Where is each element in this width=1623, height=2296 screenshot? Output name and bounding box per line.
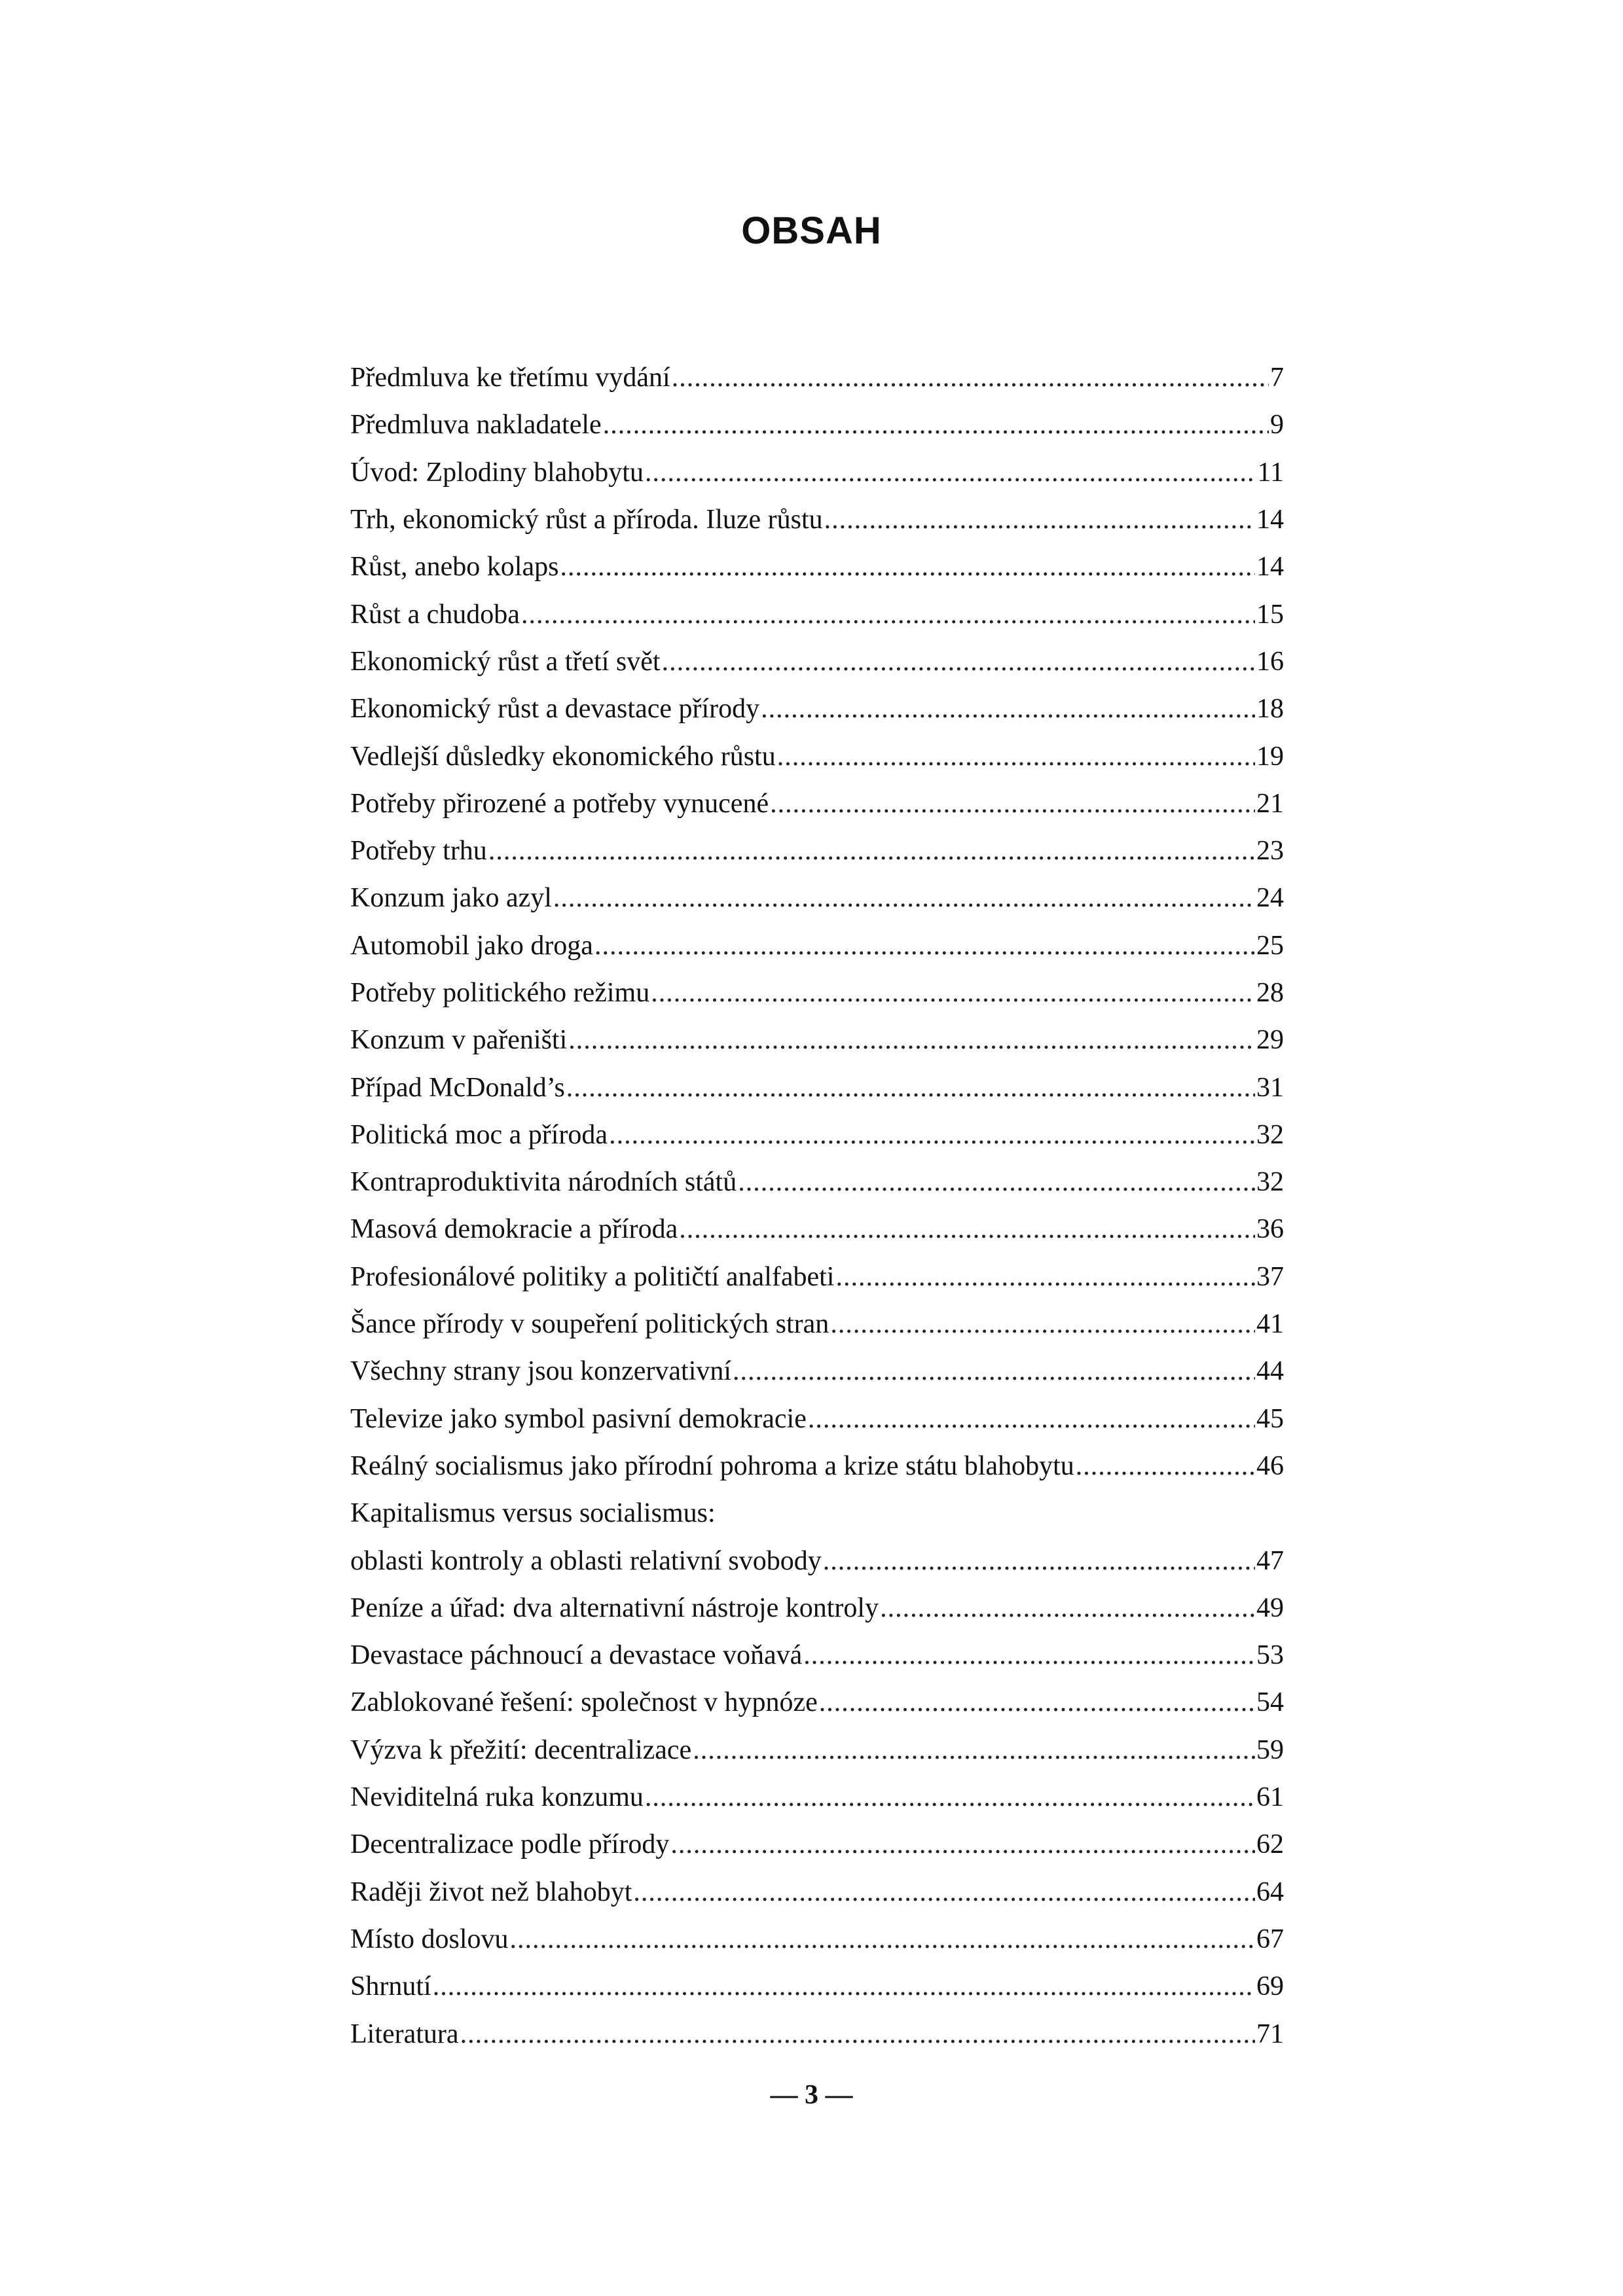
toc-dot-leader: [770, 787, 1255, 820]
toc-entry-page: 59: [1256, 1734, 1284, 1765]
toc-entry[interactable]: [350, 732, 1284, 780]
toc-entry-page: 23: [1256, 836, 1284, 867]
toc-entry[interactable]: [350, 1916, 1284, 1963]
toc-entry[interactable]: [350, 1537, 1284, 1584]
toc-entry[interactable]: [350, 1585, 1284, 1632]
toc-entry-title: Politická moc a příroda: [350, 1119, 608, 1150]
toc-entry[interactable]: [350, 874, 1284, 922]
toc-entry[interactable]: [350, 2010, 1284, 2057]
page-number: — 3 —: [770, 2080, 853, 2110]
toc-entry-title: Ekonomický růst a třetí svět: [350, 646, 661, 677]
toc-entry[interactable]: [350, 922, 1284, 969]
toc-entry[interactable]: [350, 685, 1284, 732]
toc-entry-page: 44: [1256, 1356, 1284, 1387]
toc-entry-page: 16: [1256, 646, 1284, 677]
toc-dot-leader: [761, 692, 1255, 725]
toc-entry-title: Místo doslovu: [350, 1924, 509, 1954]
toc-entry-page: 21: [1256, 788, 1284, 819]
toc-entry-title: Potřeby politického režimu: [350, 978, 650, 1008]
toc-entry[interactable]: [350, 969, 1284, 1016]
toc-entry[interactable]: [350, 1679, 1284, 1726]
toc-dot-leader: [566, 1071, 1255, 1104]
toc-dot-leader: [510, 1923, 1255, 1956]
toc-entry[interactable]: [350, 449, 1284, 496]
toc-entry[interactable]: [350, 1632, 1284, 1679]
toc-entry-page: 53: [1256, 1640, 1284, 1671]
toc-entry-page: 14: [1256, 505, 1284, 535]
toc-entry-title: Profesionálové politiky a političtí analfabeti: [350, 1261, 835, 1292]
toc-entry-page: 32: [1256, 1119, 1284, 1150]
toc-dot-leader: [824, 503, 1255, 536]
toc-dot-leader: [823, 1545, 1255, 1577]
toc-entry-page: 24: [1256, 883, 1284, 914]
toc-entry-title: Automobil jako droga: [350, 930, 593, 961]
toc-entry-page: 67: [1256, 1924, 1284, 1954]
toc-dot-leader: [568, 1024, 1255, 1056]
toc-dot-leader: [560, 550, 1255, 583]
toc-entry-page: 28: [1256, 978, 1284, 1008]
toc-entry[interactable]: [350, 1869, 1284, 1916]
toc-entry-page: 54: [1256, 1687, 1284, 1718]
toc-entry-title: Neviditelná ruka konzumu: [350, 1782, 644, 1813]
toc-dot-leader: [553, 882, 1255, 914]
toc-entry-title: Konzum jako azyl: [350, 883, 552, 914]
toc-entry[interactable]: [350, 1111, 1284, 1158]
toc-entry-title: Předmluva nakladatele: [350, 410, 602, 440]
toc-entry-title: Masová demokracie a příroda: [350, 1214, 678, 1245]
toc-entry-title: Případ McDonald’s: [350, 1072, 565, 1103]
toc-entry-page: 9: [1270, 410, 1284, 440]
toc-entry-title: Devastace páchnoucí a devastace voňavá: [350, 1640, 803, 1671]
toc-entry[interactable]: [350, 1348, 1284, 1395]
toc-entry[interactable]: [350, 780, 1284, 827]
toc-dot-leader: [645, 456, 1256, 489]
toc-entry[interactable]: [350, 590, 1284, 637]
toc-entry-title: Televize jako symbol pasivní demokracie: [350, 1403, 807, 1434]
toc-entry-page: 71: [1256, 2018, 1284, 2049]
toc-entry-title: Raději život než blahobyt: [350, 1876, 632, 1907]
toc-dot-leader: [819, 1686, 1255, 1719]
toc-entry-title: Předmluva ke třetímu vydání: [350, 363, 670, 393]
toc-entry-page: 32: [1256, 1167, 1284, 1198]
toc-entry[interactable]: [350, 1774, 1284, 1821]
toc-entry-page: 49: [1256, 1592, 1284, 1623]
toc-dot-leader: [603, 408, 1269, 441]
toc-entry[interactable]: [350, 1158, 1284, 1206]
toc-entry[interactable]: [350, 1490, 1284, 1537]
toc-entry[interactable]: [350, 638, 1284, 685]
toc-entry-title: Výzva k přežití: decentralizace: [350, 1734, 692, 1765]
toc-entry-title: Konzum v pařeništi: [350, 1025, 568, 1056]
toc-entry-title: Všechny strany jsou konzervativní: [350, 1356, 732, 1387]
toc-entry-page: 36: [1256, 1214, 1284, 1245]
toc-entry-title: Šance přírody v soupeření politických stran: [350, 1309, 830, 1340]
toc-dot-leader: [679, 1213, 1255, 1246]
toc-entry-page: 61: [1256, 1782, 1284, 1813]
toc-entry-title: Růst, anebo kolaps: [350, 552, 559, 583]
toc-entry[interactable]: [350, 1300, 1284, 1348]
toc-dot-leader: [1076, 1450, 1255, 1482]
toc-entry[interactable]: [350, 354, 1284, 401]
toc-entry[interactable]: [350, 496, 1284, 543]
toc-dot-leader: [633, 1876, 1255, 1909]
toc-dot-leader: [488, 834, 1255, 867]
toc-entry[interactable]: [350, 1963, 1284, 2010]
toc-entry-title: Kapitalismus versus socialismus:: [350, 1498, 716, 1529]
toc-entry-title: Reálný socialismus jako přírodní pohroma a krize státu blahobytu: [350, 1450, 1074, 1481]
toc-entry-title: Zablokované řešení: společnost v hypnóze: [350, 1687, 818, 1718]
toc-dot-leader: [803, 1639, 1255, 1672]
toc-dot-leader: [672, 361, 1269, 394]
toc-entry-title: Úvod: Zplodiny blahobytu: [350, 457, 644, 488]
toc-entry[interactable]: [350, 1727, 1284, 1774]
toc-entry-page: 25: [1256, 930, 1284, 961]
toc-entry[interactable]: [350, 1443, 1284, 1490]
toc-dot-leader: [433, 1970, 1255, 2003]
toc-entry-title: Peníze a úřad: dva alternativní nástroje kontroly: [350, 1592, 879, 1623]
toc-entry-page: 45: [1256, 1403, 1284, 1434]
toc-entry-title: Trh, ekonomický růst a příroda. Iluze růstu: [350, 505, 823, 535]
toc-dot-leader: [645, 1781, 1255, 1814]
toc-entry[interactable]: [350, 1064, 1284, 1111]
toc-entry-title: Decentralizace podle přírody: [350, 1829, 670, 1860]
toc-entry-page: 11: [1257, 457, 1284, 488]
toc-entry-page: 69: [1256, 1971, 1284, 2002]
toc-entry-title: Literatura: [350, 2018, 459, 2049]
toc-dot-leader: [670, 1828, 1255, 1861]
toc-dot-leader: [693, 1734, 1255, 1767]
toc-entry-page: 31: [1256, 1072, 1284, 1103]
toc-entry-title: Potřeby trhu: [350, 836, 487, 867]
toc-dot-leader: [738, 1166, 1255, 1198]
toc-entry[interactable]: [350, 827, 1284, 874]
toc-dot-leader: [662, 645, 1255, 678]
toc-entry-page: 64: [1256, 1876, 1284, 1907]
toc-entry-page: 46: [1256, 1450, 1284, 1481]
toc-entry[interactable]: [350, 1016, 1284, 1064]
toc-entry-page: 37: [1256, 1261, 1284, 1292]
toc-entry[interactable]: [350, 1253, 1284, 1300]
toc-entry[interactable]: [350, 1821, 1284, 1868]
page-title: OBSAH: [741, 209, 882, 252]
toc-dot-leader: [777, 740, 1255, 773]
toc-dot-leader: [651, 977, 1255, 1009]
toc-entry-page: 15: [1256, 599, 1284, 630]
toc-entry-title: Růst a chudoba: [350, 599, 520, 630]
toc-entry[interactable]: [350, 543, 1284, 590]
toc-entry-page: 29: [1256, 1025, 1284, 1056]
toc-entry-page: 47: [1256, 1545, 1284, 1576]
toc-entry-title: Potřeby přirozené a potřeby vynucené: [350, 788, 769, 819]
toc-entry[interactable]: [350, 401, 1284, 448]
toc-entry-page: 62: [1256, 1829, 1284, 1860]
toc-entry[interactable]: [350, 1206, 1284, 1253]
toc-dot-leader: [830, 1308, 1255, 1340]
toc-entry-title: Shrnutí: [350, 1971, 431, 2002]
toc-entry-title: oblasti kontroly a oblasti relativní svobody: [350, 1545, 822, 1576]
toc-entry-page: 14: [1256, 552, 1284, 583]
toc-entry-page: 19: [1256, 741, 1284, 772]
toc-entry-page: 41: [1256, 1309, 1284, 1340]
toc-dot-leader: [733, 1355, 1255, 1388]
toc-dot-leader: [808, 1403, 1255, 1435]
toc-entry-page: 18: [1256, 694, 1284, 725]
toc-dot-leader: [521, 598, 1255, 631]
toc-dot-leader: [594, 929, 1255, 962]
table-of-contents: [350, 354, 1284, 2058]
toc-entry-page: 7: [1270, 363, 1284, 393]
toc-dot-leader: [460, 2018, 1255, 2051]
toc-entry-title: Ekonomický růst a devastace přírody: [350, 694, 760, 725]
toc-dot-leader: [880, 1592, 1255, 1624]
toc-dot-leader: [609, 1119, 1255, 1151]
toc-entry[interactable]: [350, 1395, 1284, 1443]
toc-dot-leader: [835, 1261, 1255, 1293]
toc-entry-title: Kontraproduktivita národních států: [350, 1167, 737, 1198]
toc-entry-title: Vedlejší důsledky ekonomického růstu: [350, 741, 776, 772]
